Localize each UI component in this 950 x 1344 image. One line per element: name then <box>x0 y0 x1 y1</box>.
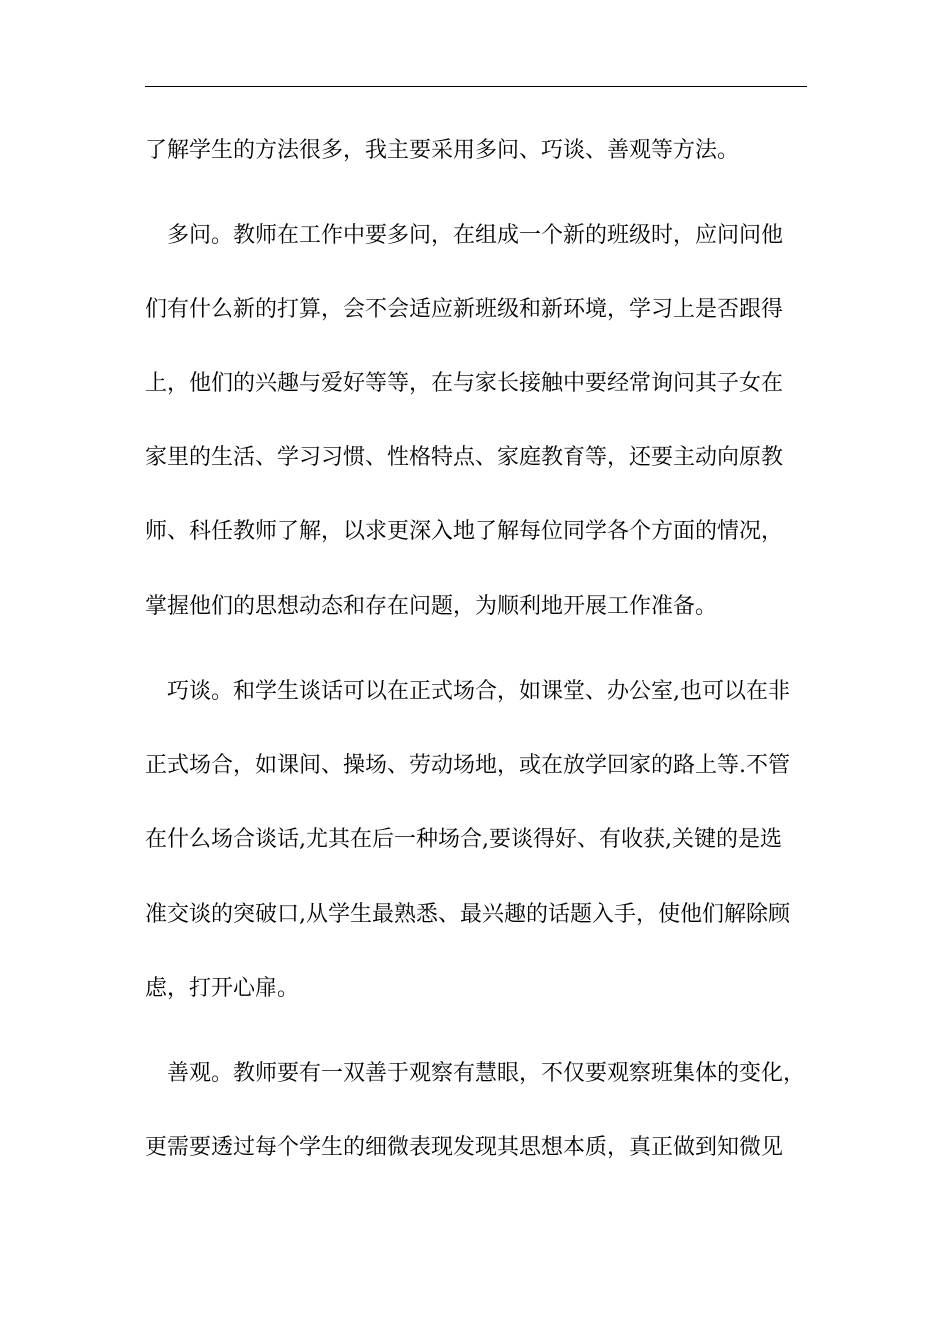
text-line: 们有什么新的打算，会不会适应新班级和新环境，学习上是否跟得 <box>145 297 784 322</box>
text-line: 准交谈的突破口,从学生最熟悉、最兴趣的话题入手，使他们解除顾 <box>145 902 790 927</box>
text-line: 善观。教师要有一双善于观察有慧眼，不仅要观察班集体的变化， <box>167 1061 806 1086</box>
text-line: 更需要透过每个学生的细微表现发现其思想本质，真正做到知微见 <box>145 1135 784 1160</box>
text-line: 虑，打开心扉。 <box>145 976 300 1001</box>
text-line: 掌握他们的思想动态和存在问题，为顺利地开展工作准备。 <box>145 594 718 619</box>
text-line: 上，他们的兴趣与爱好等等，在与家长接触中要经常询问其子女在 <box>145 371 784 396</box>
text-line: 了解学生的方法很多，我主要采用多问、巧谈、善观等方法。 <box>145 138 740 163</box>
text-line: 多问。教师在工作中要多问，在组成一个新的班级时，应问问他 <box>167 223 784 248</box>
text-line: 正式场合，如课间、操场、劳动场地，或在放学回家的路上等.不管 <box>145 753 790 778</box>
text-line: 巧谈。和学生谈话可以在正式场合，如课堂、办公室,也可以在非 <box>167 679 790 704</box>
text-line: 家里的生活、学习习惯、性格特点、家庭教育等，还要主动向原教 <box>145 445 784 470</box>
text-line: 在什么场合谈话,尤其在后一种场合,要谈得好、有收获,关键的是选 <box>145 827 782 852</box>
header-rule <box>145 86 807 87</box>
text-line: 师、科任教师了解，以求更深入地了解每位同学各个方面的情况， <box>145 519 784 544</box>
